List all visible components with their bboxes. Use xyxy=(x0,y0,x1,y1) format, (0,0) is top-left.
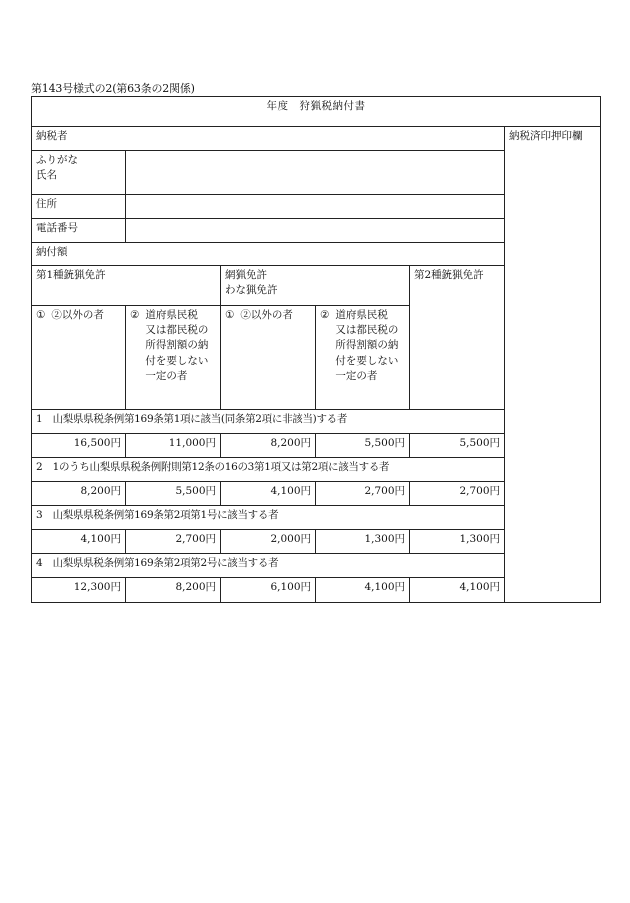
amount-cell: 8,200円 xyxy=(221,434,316,458)
category-label: 4 山梨県県税条例第169条第2項第2号に該当する者 xyxy=(32,554,505,578)
exempt-persons-text: 道府県民税 又は都民税の 所得割額の納 付を要しない 一定の者 xyxy=(335,309,399,382)
first-class-other xyxy=(32,306,126,410)
amount-cell: 16,500円 xyxy=(32,434,126,458)
net-trap-exempt xyxy=(316,306,410,410)
amount-cell: 4,100円 xyxy=(410,578,505,603)
net-trap-other xyxy=(221,306,316,410)
first-class-gun-license: 第1種銃猟免許 xyxy=(32,266,221,306)
amount-cell: 5,500円 xyxy=(410,434,505,458)
amount-cell: 5,500円 xyxy=(126,482,221,506)
amount-cell: 4,100円 xyxy=(32,530,126,554)
amount-cell: 5,500円 xyxy=(316,434,410,458)
circle-2-mark: ② xyxy=(130,309,140,321)
amount-cell: 11,000円 xyxy=(126,434,221,458)
amount-cell: 2,700円 xyxy=(126,530,221,554)
amount-cell: 4,100円 xyxy=(221,482,316,506)
other-persons-text: ②以外の者 xyxy=(240,309,293,321)
category-label: 3 山梨県県税条例第169条第2項第1号に該当する者 xyxy=(32,506,505,530)
amount-cell: 8,200円 xyxy=(126,578,221,603)
amount-cell: 2,700円 xyxy=(410,482,505,506)
hunting-tax-payment-form xyxy=(31,96,601,603)
category-label: 1 山梨県県税条例第169条第1項に該当(同条第2項に非該当)する者 xyxy=(32,410,505,434)
name-field[interactable] xyxy=(126,151,505,195)
address-field[interactable] xyxy=(126,195,505,219)
payment-heading: 納付額 xyxy=(32,243,505,266)
category-label: 2 1のうち山梨県県税条例附則第12条の16の3第1項又は第2項に該当する者 xyxy=(32,458,505,482)
first-class-exempt xyxy=(126,306,221,410)
title-row xyxy=(32,97,601,127)
second-class-gun-license: 第2種銃猟免許 xyxy=(410,266,505,410)
stamp-column: 納税済印押印欄 xyxy=(505,127,601,603)
circle-1-mark: ① xyxy=(36,309,46,321)
amount-cell: 1,300円 xyxy=(410,530,505,554)
circle-1-mark: ① xyxy=(225,309,235,321)
exempt-persons-text: 道府県民税 又は都民税の 所得割額の納 付を要しない 一定の者 xyxy=(145,309,209,382)
amount-cell: 6,100円 xyxy=(221,578,316,603)
circle-2-mark: ② xyxy=(320,309,330,321)
form-title: 年度 狩猟税納付書 xyxy=(32,97,601,127)
other-persons-text: ②以外の者 xyxy=(51,309,104,321)
taxpayer-heading-row xyxy=(32,127,601,151)
phone-field[interactable] xyxy=(126,219,505,243)
amount-cell: 4,100円 xyxy=(316,578,410,603)
furigana-name-label: ふりがな 氏名 xyxy=(32,151,126,195)
phone-label: 電話番号 xyxy=(32,219,126,243)
amount-cell: 8,200円 xyxy=(32,482,126,506)
amount-cell: 2,000円 xyxy=(221,530,316,554)
amount-cell: 12,300円 xyxy=(32,578,126,603)
taxpayer-heading: 納税者 xyxy=(32,127,505,151)
form-number-label: 第143号様式の2(第63条の2関係) xyxy=(31,82,195,95)
address-label: 住所 xyxy=(32,195,126,219)
amount-cell: 1,300円 xyxy=(316,530,410,554)
net-trap-license: 網猟免許 わな猟免許 xyxy=(221,266,410,306)
amount-cell: 2,700円 xyxy=(316,482,410,506)
